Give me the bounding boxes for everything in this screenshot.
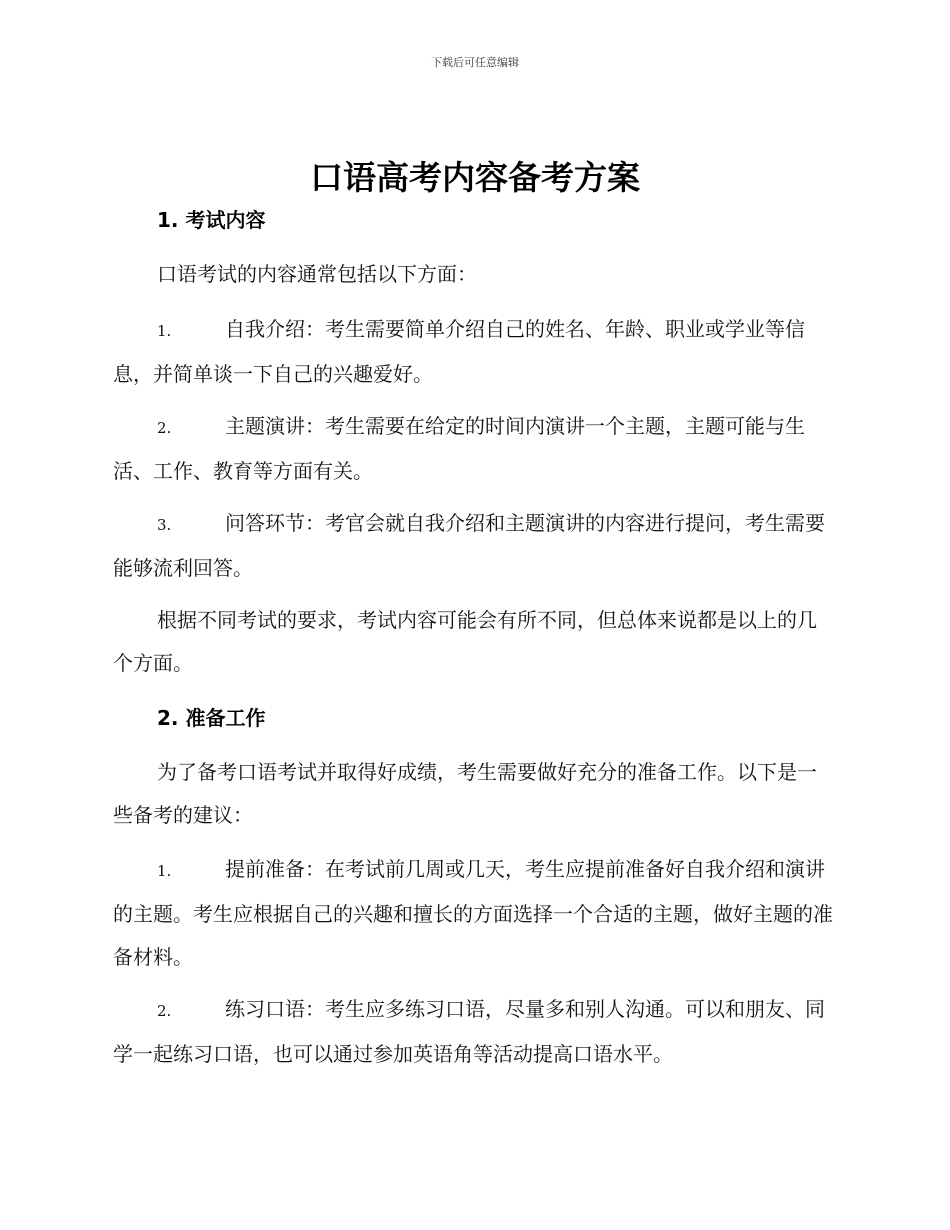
list-item xyxy=(113,308,833,396)
list-number: 2. xyxy=(157,419,172,437)
section-1-intro: 口语考试的内容通常包括以下方面： xyxy=(157,262,477,286)
list-item-text: 问答环节：考官会就自我介绍和主题演讲的内容进行提问，考生需要能够流利回答。 xyxy=(113,511,825,580)
list-number: 3. xyxy=(157,516,172,534)
list-item-text: 自我介绍：考生需要简单介绍自己的姓名、年龄、职业或学业等信息，并简单谈一下自己的兴趣爱好。 xyxy=(113,317,805,386)
section-1-closing: 根据不同考试的要求，考试内容可能会有所不同，但总体来说都是以上的几个方面。 xyxy=(113,608,817,675)
list-item-text: 提前准备：在考试前几周或几天，考生应提前准备好自我介绍和演讲的主题。考生应根据自己的兴趣和擅长的方面选择一个合适的主题，做好主题的准备材料。 xyxy=(113,857,833,969)
section-heading-1: 1. 考试内容 xyxy=(157,208,266,232)
list-number: 2. xyxy=(157,1002,172,1020)
list-item-text: 主题演讲：考生需要在给定的时间内演讲一个主题，主题可能与生活、工作、教育等方面有关。 xyxy=(113,414,805,483)
list-number: 1. xyxy=(157,862,172,880)
list-number: 1. xyxy=(157,322,172,340)
section-2-intro: 为了备考口语考试并取得好成绩，考生需要做好充分的准备工作。以下是一些备考的建议： xyxy=(113,760,817,827)
list-item xyxy=(113,502,833,590)
document-title: 口语高考内容备考方案 xyxy=(310,158,640,197)
section-heading-2: 2. 准备工作 xyxy=(157,706,266,730)
list-item xyxy=(113,405,833,493)
list-item-text: 练习口语：考生应多练习口语，尽量多和别人沟通。可以和朋友、同学一起练习口语，也可以通过参加英语角等活动提高口语水平。 xyxy=(113,997,825,1066)
list-item xyxy=(113,848,833,979)
list-item xyxy=(113,988,833,1076)
page-header: 下载后可任意编辑 xyxy=(431,56,519,69)
